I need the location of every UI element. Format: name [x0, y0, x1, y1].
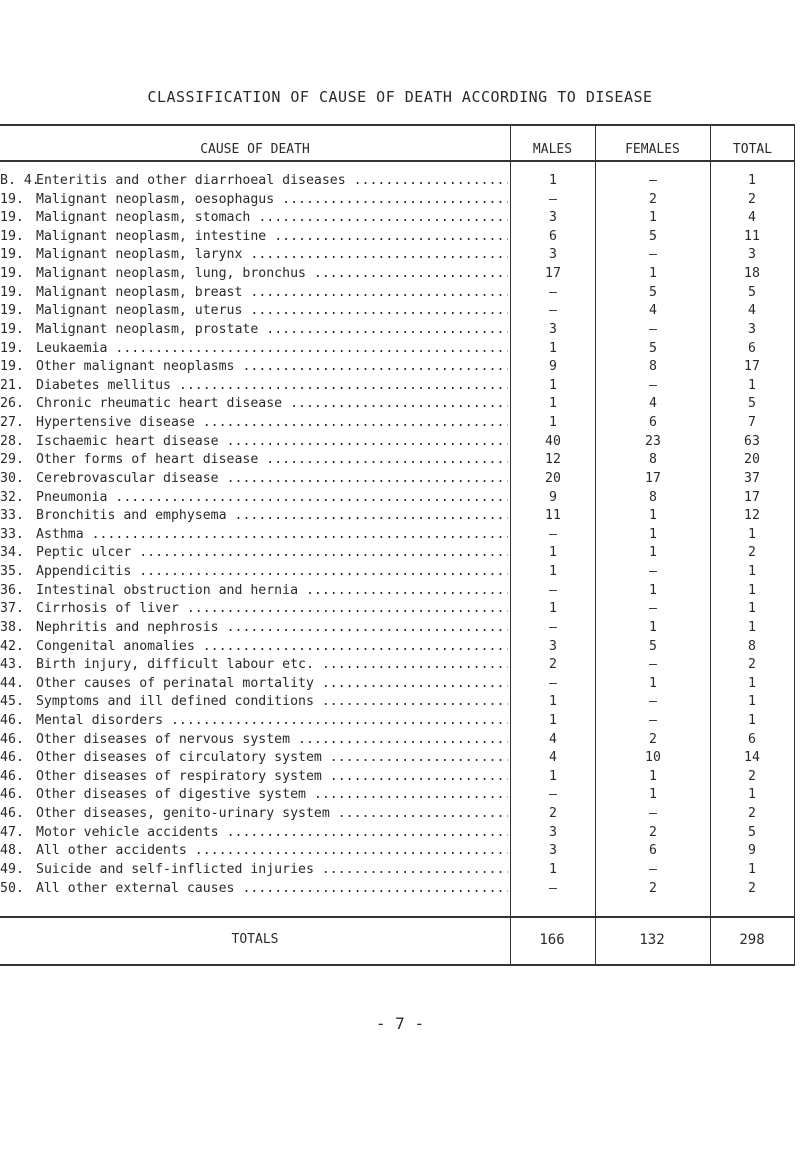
- total-value: 2: [748, 880, 756, 896]
- females-value: 1: [649, 266, 657, 282]
- females-value: 1: [649, 787, 657, 803]
- cause-description: Appendicitis .....: [36, 564, 508, 579]
- cause-code: 46.: [0, 750, 24, 766]
- cause-label: [0, 191, 508, 209]
- cause-code: 30.: [0, 470, 24, 486]
- males-value: 3: [549, 824, 557, 840]
- total-value: 1: [748, 582, 756, 598]
- cause-description: Congenital anomalies .....: [36, 639, 508, 654]
- table-row: [0, 842, 795, 860]
- cause-description: Pneumonia .....: [36, 490, 508, 505]
- cause-label: [0, 209, 508, 227]
- cause-code: 35.: [0, 564, 24, 580]
- table-row: [0, 693, 795, 711]
- table-row: [0, 172, 795, 190]
- males-value: 20: [545, 470, 561, 486]
- cause-code: 49.: [0, 861, 24, 877]
- table-row: [0, 544, 795, 562]
- females-value: 6: [649, 415, 657, 431]
- cause-description: Motor vehicle accidents .....: [36, 825, 508, 840]
- females-value: –: [649, 321, 657, 337]
- cause-code: 46.: [0, 712, 24, 728]
- males-value: 1: [549, 768, 557, 784]
- males-value: 1: [549, 712, 557, 728]
- cause-description: Suicide and self-inflicted injuries .....: [36, 862, 508, 877]
- table-row: [0, 712, 795, 730]
- males-value: 1: [549, 377, 557, 393]
- cause-label: [0, 861, 508, 879]
- females-value: 2: [649, 824, 657, 840]
- cause-label: [0, 693, 508, 711]
- females-value: –: [649, 806, 657, 822]
- cause-description: Other diseases of respiratory system .....: [36, 769, 508, 784]
- total-value: 63: [744, 433, 760, 449]
- cause-description: Ischaemic heart disease .....: [36, 434, 508, 449]
- total-value: 2: [748, 806, 756, 822]
- cause-label: [0, 619, 508, 637]
- cause-description: Other forms of heart disease .....: [36, 452, 508, 467]
- total-value: 6: [748, 340, 756, 356]
- total-value: 1: [748, 564, 756, 580]
- cause-label: [0, 768, 508, 786]
- cause-description: Birth injury, difficult labour etc. .....: [36, 657, 508, 672]
- cause-code: 48.: [0, 843, 24, 859]
- cause-code: 19.: [0, 191, 24, 207]
- cause-code: 29.: [0, 452, 24, 468]
- cause-description: Diabetes mellitus .....: [36, 378, 508, 393]
- table-row: [0, 209, 795, 227]
- cause-code: 19.: [0, 266, 24, 282]
- total-value: 1: [748, 526, 756, 542]
- cause-description: Mental disorders .....: [36, 713, 508, 728]
- cause-label: [0, 451, 508, 469]
- cause-code: 45.: [0, 694, 24, 710]
- cause-description: Malignant neoplasm, stomach .....: [36, 210, 508, 225]
- table-row: [0, 302, 795, 320]
- cause-label: [0, 600, 508, 618]
- table-row: [0, 470, 795, 488]
- cause-description: Malignant neoplasm, larynx .....: [36, 247, 508, 262]
- header-divider: [0, 160, 795, 162]
- cause-code: 19.: [0, 284, 24, 300]
- total-value: 11: [744, 228, 760, 244]
- total-value: 3: [748, 321, 756, 337]
- males-value: –: [549, 191, 557, 207]
- cause-description: Other diseases of circulatory system .....: [36, 750, 508, 765]
- males-value: 3: [549, 843, 557, 859]
- cause-description: Bronchitis and emphysema .....: [36, 508, 508, 523]
- table-row: [0, 414, 795, 432]
- females-value: –: [649, 247, 657, 263]
- total-value: 1: [748, 619, 756, 635]
- cause-code: 33.: [0, 508, 24, 524]
- cause-code: 19.: [0, 321, 24, 337]
- males-value: 2: [549, 657, 557, 673]
- table-row: [0, 284, 795, 302]
- females-value: 8: [649, 452, 657, 468]
- cause-code: 27.: [0, 415, 24, 431]
- cause-label: [0, 842, 508, 860]
- table-row: [0, 824, 795, 842]
- total-value: 1: [748, 712, 756, 728]
- cause-label: [0, 656, 508, 674]
- females-value: 4: [649, 396, 657, 412]
- females-value: 10: [645, 750, 661, 766]
- cause-code: 33.: [0, 526, 24, 542]
- total-value: 37: [744, 470, 760, 486]
- cause-code: 42.: [0, 638, 24, 654]
- table-row: [0, 321, 795, 339]
- males-value: 3: [549, 210, 557, 226]
- females-value: 1: [649, 210, 657, 226]
- males-value: –: [549, 787, 557, 803]
- table-row: [0, 358, 795, 376]
- females-value: 8: [649, 359, 657, 375]
- cause-description: Enteritis and other diarrhoeal diseases .....: [36, 173, 508, 188]
- females-value: 2: [649, 880, 657, 896]
- total-value: 14: [744, 750, 760, 766]
- total-value: 7: [748, 415, 756, 431]
- header-total: TOTAL: [732, 142, 773, 157]
- females-value: –: [649, 601, 657, 617]
- males-value: –: [549, 880, 557, 896]
- table-row: [0, 582, 795, 600]
- males-value: 4: [549, 731, 557, 747]
- table-row: [0, 880, 795, 898]
- cause-code: 43.: [0, 657, 24, 673]
- males-value: 9: [549, 359, 557, 375]
- cause-code: 46.: [0, 806, 24, 822]
- males-value: 4: [549, 750, 557, 766]
- cause-label: [0, 544, 508, 562]
- totals-divider: [0, 916, 795, 918]
- total-value: 1: [748, 601, 756, 617]
- cause-code: 19.: [0, 303, 24, 319]
- females-value: 1: [649, 582, 657, 598]
- cause-description: Other diseases of digestive system .....: [36, 787, 508, 802]
- total-value: 4: [748, 210, 756, 226]
- cause-description: Chronic rheumatic heart disease .....: [36, 396, 508, 411]
- table-row: [0, 786, 795, 804]
- cause-description: All other external causes .....: [36, 881, 508, 896]
- females-value: 5: [649, 340, 657, 356]
- table-row: [0, 731, 795, 749]
- females-value: 8: [649, 489, 657, 505]
- females-value: 2: [649, 191, 657, 207]
- table-row: [0, 675, 795, 693]
- table-row: [0, 377, 795, 395]
- cause-description: Other diseases, genito-urinary system .....: [36, 806, 508, 821]
- table-row: [0, 656, 795, 674]
- table-row: [0, 246, 795, 264]
- total-value: 17: [744, 359, 760, 375]
- females-value: 2: [649, 731, 657, 747]
- cause-label: [0, 172, 508, 190]
- table-row: [0, 489, 795, 507]
- males-value: –: [549, 619, 557, 635]
- total-value: 9: [748, 843, 756, 859]
- total-value: 2: [748, 545, 756, 561]
- table-row: [0, 228, 795, 246]
- males-value: 9: [549, 489, 557, 505]
- cause-code: 34.: [0, 545, 24, 561]
- total-value: 6: [748, 731, 756, 747]
- males-value: 1: [549, 340, 557, 356]
- totals-label: TOTALS: [231, 932, 279, 947]
- cause-description: Cerebrovascular disease .....: [36, 471, 508, 486]
- table-bottom-border: [0, 964, 795, 966]
- females-value: 5: [649, 284, 657, 300]
- females-value: 1: [649, 508, 657, 524]
- cause-code: 37.: [0, 601, 24, 617]
- females-value: 5: [649, 228, 657, 244]
- cause-code: 19.: [0, 247, 24, 263]
- males-value: 6: [549, 228, 557, 244]
- table-row: [0, 265, 795, 283]
- table-row: [0, 749, 795, 767]
- cause-label: [0, 489, 508, 507]
- cause-label: [0, 638, 508, 656]
- cause-code: 46.: [0, 768, 24, 784]
- cause-label: [0, 786, 508, 804]
- cause-label: [0, 712, 508, 730]
- cause-label: [0, 265, 508, 283]
- females-value: 1: [649, 675, 657, 691]
- females-value: 1: [649, 768, 657, 784]
- males-value: 1: [549, 694, 557, 710]
- total-value: 3: [748, 247, 756, 263]
- total-value: 17: [744, 489, 760, 505]
- total-value: 1: [748, 787, 756, 803]
- males-value: 1: [549, 861, 557, 877]
- cause-code: B. 4.: [0, 173, 40, 188]
- cause-code: 32.: [0, 489, 24, 505]
- table-row: [0, 563, 795, 581]
- table-row: [0, 451, 795, 469]
- cause-label: [0, 358, 508, 376]
- cause-description: Malignant neoplasm, lung, bronchus .....: [36, 266, 508, 281]
- males-value: 11: [545, 508, 561, 524]
- table-top-border: [0, 124, 795, 126]
- males-value: –: [549, 675, 557, 691]
- table-row: [0, 768, 795, 786]
- males-value: 1: [549, 564, 557, 580]
- cause-label: [0, 470, 508, 488]
- males-value: 17: [545, 266, 561, 282]
- cause-label: [0, 507, 508, 525]
- header-males: MALES: [532, 142, 573, 157]
- cause-label: [0, 675, 508, 693]
- cause-description: Malignant neoplasm, prostate .....: [36, 322, 508, 337]
- females-value: –: [649, 694, 657, 710]
- totals-total: 298: [739, 932, 765, 948]
- header-females: FEMALES: [625, 142, 680, 157]
- cause-label: [0, 228, 508, 246]
- total-value: 5: [748, 824, 756, 840]
- males-value: 3: [549, 247, 557, 263]
- total-value: 1: [748, 675, 756, 691]
- cause-description: Other malignant neoplasms .....: [36, 359, 508, 374]
- cause-description: Nephritis and nephrosis .....: [36, 620, 508, 635]
- females-value: –: [649, 564, 657, 580]
- total-value: 1: [748, 694, 756, 710]
- table-row: [0, 395, 795, 413]
- cause-label: [0, 377, 508, 395]
- total-value: 20: [744, 452, 760, 468]
- totals-females: 132: [639, 932, 665, 948]
- total-value: 2: [748, 657, 756, 673]
- cause-description: All other accidents .....: [36, 843, 508, 858]
- cause-label: [0, 731, 508, 749]
- cause-description: Malignant neoplasm, uterus .....: [36, 303, 508, 318]
- cause-label: [0, 395, 508, 413]
- males-value: 1: [549, 545, 557, 561]
- cause-description: Hypertensive disease .....: [36, 415, 508, 430]
- table-row: [0, 805, 795, 823]
- females-value: 23: [645, 433, 661, 449]
- cause-label: [0, 414, 508, 432]
- table-row: [0, 507, 795, 525]
- table-row: [0, 526, 795, 544]
- cause-code: 26.: [0, 396, 24, 412]
- cause-description: Leukaemia .....: [36, 341, 508, 356]
- cause-description: Malignant neoplasm, intestine .....: [36, 229, 508, 244]
- cause-label: [0, 563, 508, 581]
- females-value: 4: [649, 303, 657, 319]
- total-value: 4: [748, 303, 756, 319]
- header-cause: CAUSE OF DEATH: [200, 142, 310, 157]
- males-value: –: [549, 284, 557, 300]
- cause-description: Malignant neoplasm, breast .....: [36, 285, 508, 300]
- cause-code: 47.: [0, 824, 24, 840]
- table-row: [0, 340, 795, 358]
- total-value: 1: [748, 861, 756, 877]
- cause-code: 19.: [0, 228, 24, 244]
- cause-description: Asthma .....: [36, 527, 508, 542]
- males-value: –: [549, 582, 557, 598]
- total-value: 5: [748, 284, 756, 300]
- males-value: 12: [545, 452, 561, 468]
- cause-label: [0, 582, 508, 600]
- females-value: –: [649, 173, 657, 188]
- males-value: 1: [549, 601, 557, 617]
- cause-code: 50.: [0, 880, 24, 896]
- males-value: 1: [549, 173, 557, 188]
- cause-label: [0, 302, 508, 320]
- males-value: 3: [549, 321, 557, 337]
- males-value: 1: [549, 396, 557, 412]
- males-value: –: [549, 303, 557, 319]
- females-value: 17: [645, 470, 661, 486]
- total-value: 5: [748, 396, 756, 412]
- total-value: 8: [748, 638, 756, 654]
- females-value: 1: [649, 619, 657, 635]
- total-value: 2: [748, 191, 756, 207]
- cause-code: 36.: [0, 582, 24, 598]
- cause-label: [0, 284, 508, 302]
- males-value: 3: [549, 638, 557, 654]
- cause-label: [0, 433, 508, 451]
- females-value: 1: [649, 526, 657, 542]
- cause-code: 19.: [0, 340, 24, 356]
- cause-description: Cirrhosis of liver .....: [36, 601, 508, 616]
- total-value: 1: [748, 377, 756, 393]
- cause-label: [0, 824, 508, 842]
- cause-description: Intestinal obstruction and hernia .....: [36, 583, 508, 598]
- cause-label: [0, 805, 508, 823]
- cause-description: Other diseases of nervous system .....: [36, 732, 508, 747]
- cause-code: 38.: [0, 619, 24, 635]
- cause-label: [0, 246, 508, 264]
- cause-description: Symptoms and ill defined conditions .....: [36, 694, 508, 709]
- table-row: [0, 600, 795, 618]
- females-value: 1: [649, 545, 657, 561]
- cause-code: 19.: [0, 359, 24, 375]
- cause-code: 28.: [0, 433, 24, 449]
- females-value: –: [649, 712, 657, 728]
- total-value: 12: [744, 508, 760, 524]
- cause-code: 21.: [0, 377, 24, 393]
- males-value: 40: [545, 433, 561, 449]
- total-value: 1: [748, 173, 756, 188]
- total-value: 18: [744, 266, 760, 282]
- page-title: CLASSIFICATION OF CAUSE OF DEATH ACCORDING TO DISEASE: [147, 88, 653, 106]
- cause-code: 44.: [0, 675, 24, 691]
- females-value: 6: [649, 843, 657, 859]
- females-value: –: [649, 657, 657, 673]
- cause-code: 46.: [0, 731, 24, 747]
- cause-code: 19.: [0, 210, 24, 226]
- totals-males: 166: [539, 932, 565, 948]
- table-row: [0, 638, 795, 656]
- males-value: –: [549, 526, 557, 542]
- females-value: 5: [649, 638, 657, 654]
- cause-description: Other causes of perinatal mortality .....: [36, 676, 508, 691]
- table-row: [0, 619, 795, 637]
- cause-code: 46.: [0, 787, 24, 803]
- females-value: –: [649, 861, 657, 877]
- cause-of-death-table: [0, 124, 795, 976]
- males-value: 1: [549, 415, 557, 431]
- cause-label: [0, 880, 508, 898]
- table-row: [0, 861, 795, 879]
- cause-label: [0, 321, 508, 339]
- table-row: [0, 433, 795, 451]
- cause-label: [0, 340, 508, 358]
- cause-description: Malignant neoplasm, oesophagus .....: [36, 192, 508, 207]
- page-number: - 7 -: [375, 1014, 425, 1033]
- table-row: [0, 191, 795, 209]
- cause-label: [0, 526, 508, 544]
- males-value: 2: [549, 806, 557, 822]
- cause-label: [0, 749, 508, 767]
- females-value: –: [649, 377, 657, 393]
- cause-description: Peptic ulcer .....: [36, 545, 508, 560]
- total-value: 2: [748, 768, 756, 784]
